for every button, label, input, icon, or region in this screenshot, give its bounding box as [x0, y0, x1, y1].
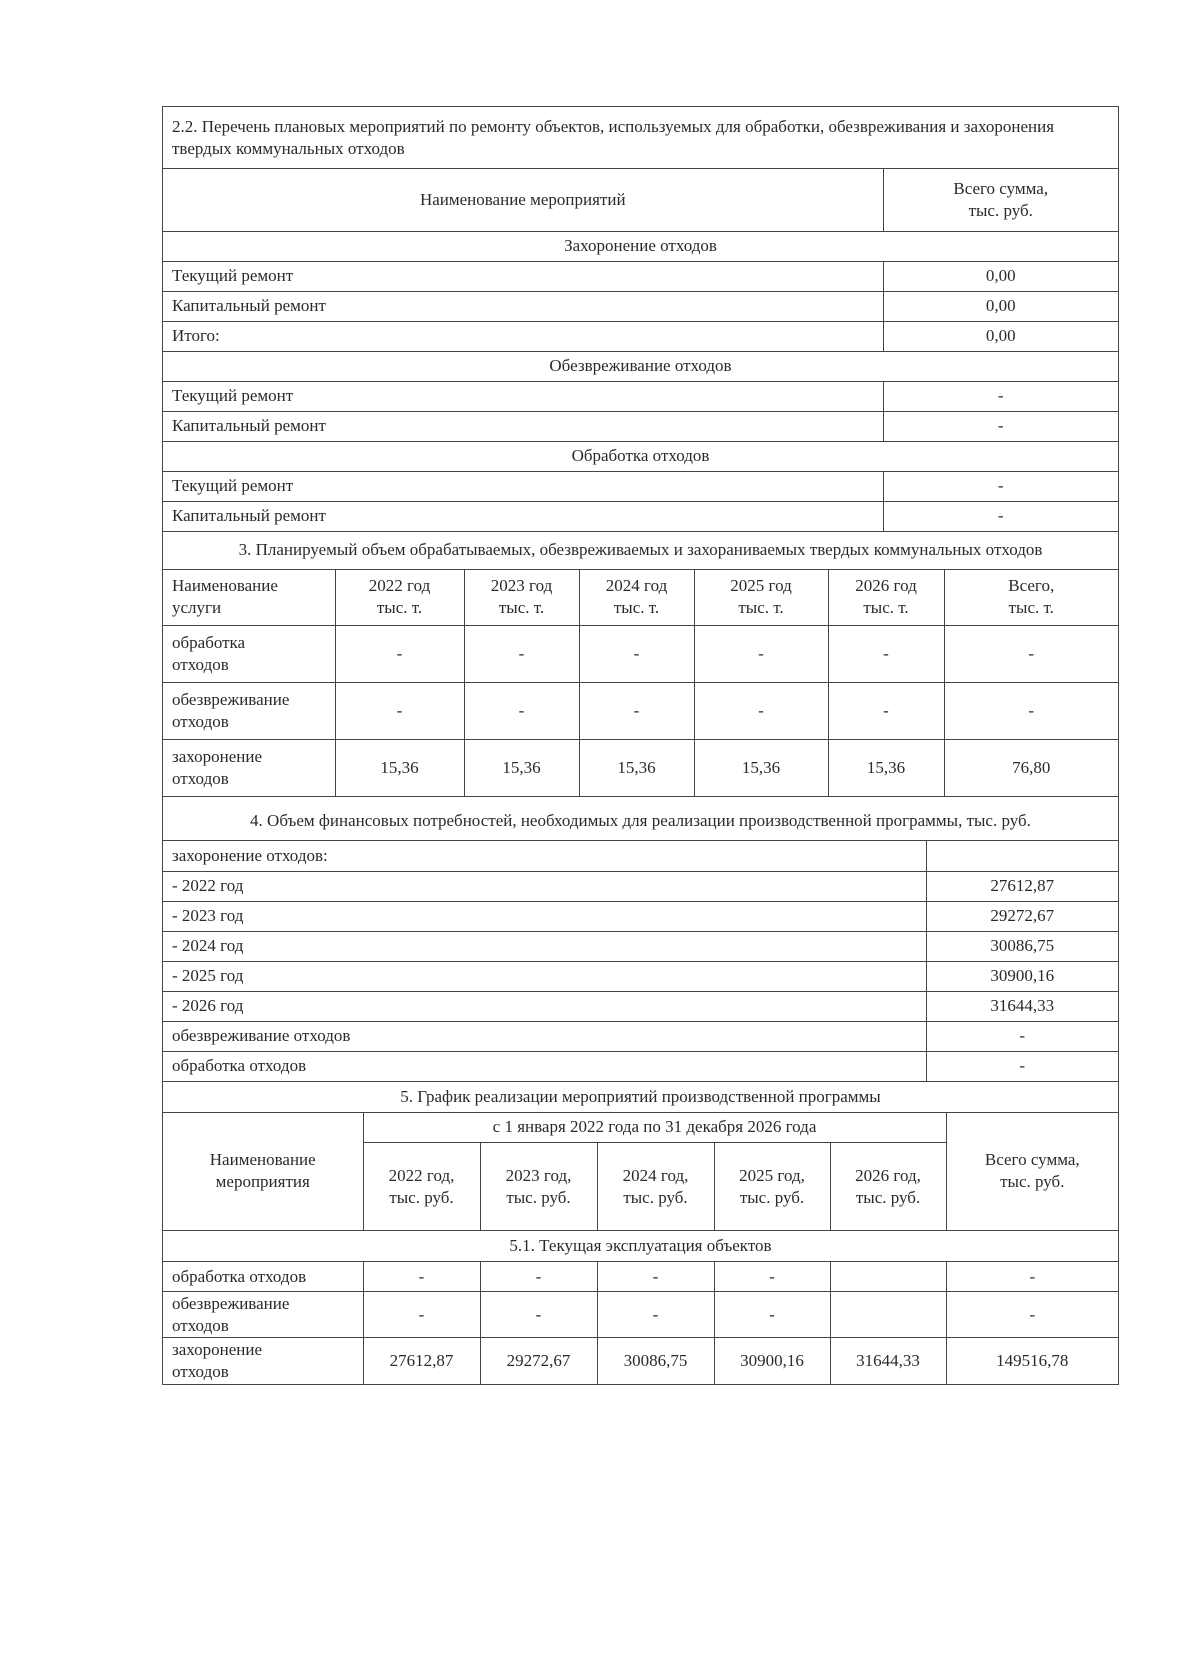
volume-value: -: [694, 683, 828, 740]
need-value: -: [926, 1021, 1118, 1051]
volume-value: 76,80: [944, 740, 1118, 797]
col-year: 2023 год, тыс. руб.: [480, 1143, 597, 1231]
volume-value: -: [335, 683, 464, 740]
col-year: 2026 год тыс. т.: [828, 570, 944, 626]
col-year: 2022 год тыс. т.: [335, 570, 464, 626]
program-sheet: [162, 106, 1119, 1385]
group-header-row: [163, 441, 1118, 471]
service-name: обезвреживание отходов: [163, 683, 335, 740]
table-row: [163, 411, 1118, 441]
col-year: 2026 год, тыс. руб.: [830, 1143, 946, 1231]
volume-value: -: [828, 626, 944, 683]
table-row: [163, 1051, 1118, 1081]
col-year: Всего, тыс. т.: [944, 570, 1118, 626]
group-title: Обезвреживание отходов: [163, 351, 1118, 381]
table-row: [163, 501, 1118, 531]
cost-value: -: [946, 1292, 1118, 1338]
col-year: 2023 год тыс. т.: [464, 570, 579, 626]
need-name: - 2024 год: [163, 931, 926, 961]
cost-value: -: [363, 1292, 480, 1338]
cost-value: 29272,67: [480, 1338, 597, 1384]
volume-value: -: [579, 626, 694, 683]
subsection-row: [163, 1231, 1118, 1262]
need-name: захоронение отходов:: [163, 841, 926, 871]
col-year: 2024 год, тыс. руб.: [597, 1143, 714, 1231]
table-row: [163, 901, 1118, 931]
group-header-row: [163, 231, 1118, 261]
s22-col-sum: Всего сумма, тыс. руб.: [883, 169, 1118, 231]
activity-name: обезвреживание отходов: [163, 1292, 363, 1338]
table-row: [163, 991, 1118, 1021]
cost-value: -: [597, 1262, 714, 1292]
activity-sum: 0,00: [883, 321, 1118, 351]
table-row: [163, 931, 1118, 961]
activity-sum: -: [883, 501, 1118, 531]
s3-table: [163, 570, 1118, 798]
cost-value: 149516,78: [946, 1338, 1118, 1384]
group-title: Обработка отходов: [163, 441, 1118, 471]
table-row: [163, 381, 1118, 411]
volume-value: -: [335, 626, 464, 683]
subsection-title: 5.1. Текущая эксплуатация объектов: [163, 1231, 1118, 1262]
group-title: Захоронение отходов: [163, 231, 1118, 261]
volume-value: -: [828, 683, 944, 740]
need-value: 31644,33: [926, 991, 1118, 1021]
cost-value: -: [946, 1262, 1118, 1292]
table-row: [163, 321, 1118, 351]
table-row: [163, 471, 1118, 501]
activity-name: Текущий ремонт: [163, 381, 883, 411]
volume-value: -: [579, 683, 694, 740]
volume-value: -: [694, 626, 828, 683]
need-value: 27612,87: [926, 871, 1118, 901]
s5-title: 5. График реализации мероприятий производственной программы: [163, 1082, 1118, 1113]
table-row: [163, 683, 1118, 740]
activity-name: захоронение отходов: [163, 1338, 363, 1384]
activity-name: Итого:: [163, 321, 883, 351]
col-year: 2024 год тыс. т.: [579, 570, 694, 626]
need-name: обезвреживание отходов: [163, 1021, 926, 1051]
group-header-row: [163, 351, 1118, 381]
need-name: - 2023 год: [163, 901, 926, 931]
volume-value: -: [464, 683, 579, 740]
volume-value: 15,36: [464, 740, 579, 797]
need-value: 29272,67: [926, 901, 1118, 931]
cost-value: 30086,75: [597, 1338, 714, 1384]
cost-value: -: [363, 1262, 480, 1292]
need-name: - 2025 год: [163, 961, 926, 991]
table-row: [163, 961, 1118, 991]
activity-name: Капитальный ремонт: [163, 411, 883, 441]
table-row: [163, 841, 1118, 871]
cost-value: -: [480, 1292, 597, 1338]
col-activity-name: Наименование мероприятия: [163, 1113, 363, 1231]
volume-value: -: [464, 626, 579, 683]
s4-title: 4. Объем финансовых потребностей, необходимых для реализации производственной программы, тыс. руб.: [163, 797, 1118, 841]
service-name: обработка отходов: [163, 626, 335, 683]
need-name: - 2026 год: [163, 991, 926, 1021]
col-year: 2025 год, тыс. руб.: [714, 1143, 830, 1231]
activity-sum: -: [883, 381, 1118, 411]
table-row: [163, 1021, 1118, 1051]
cost-value: [830, 1262, 946, 1292]
header-row: [163, 570, 1118, 626]
table-row: [163, 871, 1118, 901]
table-row: [163, 1292, 1118, 1338]
activity-name: Текущий ремонт: [163, 261, 883, 291]
cost-value: 30900,16: [714, 1338, 830, 1384]
s3-title: 3. Планируемый объем обрабатываемых, обезвреживаемых и захораниваемых твердых коммунальных отходов: [163, 532, 1118, 570]
activity-sum: -: [883, 471, 1118, 501]
cost-value: 31644,33: [830, 1338, 946, 1384]
need-value: [926, 841, 1118, 871]
activity-name: Капитальный ремонт: [163, 291, 883, 321]
s22-col-name: Наименование мероприятий: [163, 169, 883, 231]
volume-value: 15,36: [579, 740, 694, 797]
s5-table: [163, 1113, 1118, 1384]
volume-value: 15,36: [694, 740, 828, 797]
s4-table: [163, 841, 1118, 1082]
table-row: [163, 1338, 1118, 1384]
table-row: [163, 291, 1118, 321]
volume-value: -: [944, 626, 1118, 683]
activity-sum: -: [883, 411, 1118, 441]
activity-name: обработка отходов: [163, 1262, 363, 1292]
table-row: [163, 740, 1118, 797]
volume-value: 15,36: [828, 740, 944, 797]
header-row: [163, 1113, 1118, 1143]
cost-value: [830, 1292, 946, 1338]
need-name: обработка отходов: [163, 1051, 926, 1081]
volume-value: -: [944, 683, 1118, 740]
s22-title: 2.2. Перечень плановых мероприятий по ремонту объектов, используемых для обработки, обезвреживания и захоронения твердых коммунальных отходов: [163, 107, 1118, 169]
col-year: 2022 год, тыс. руб.: [363, 1143, 480, 1231]
need-value: -: [926, 1051, 1118, 1081]
col-year: 2025 год тыс. т.: [694, 570, 828, 626]
table-row: [163, 1262, 1118, 1292]
need-value: 30900,16: [926, 961, 1118, 991]
col-service-name: Наименование услуги: [163, 570, 335, 626]
need-name: - 2022 год: [163, 871, 926, 901]
activity-name: Капитальный ремонт: [163, 501, 883, 531]
need-value: 30086,75: [926, 931, 1118, 961]
s22-table: [163, 169, 1118, 532]
cost-value: -: [597, 1292, 714, 1338]
cost-value: 27612,87: [363, 1338, 480, 1384]
cost-value: -: [480, 1262, 597, 1292]
table-row: [163, 626, 1118, 683]
period-header: с 1 января 2022 года по 31 декабря 2026 года: [363, 1113, 946, 1143]
table-row: [163, 261, 1118, 291]
service-name: захоронение отходов: [163, 740, 335, 797]
activity-sum: 0,00: [883, 261, 1118, 291]
volume-value: 15,36: [335, 740, 464, 797]
activity-name: Текущий ремонт: [163, 471, 883, 501]
cost-value: -: [714, 1292, 830, 1338]
activity-sum: 0,00: [883, 291, 1118, 321]
cost-value: -: [714, 1262, 830, 1292]
col-total-sum: Всего сумма, тыс. руб.: [946, 1113, 1118, 1231]
